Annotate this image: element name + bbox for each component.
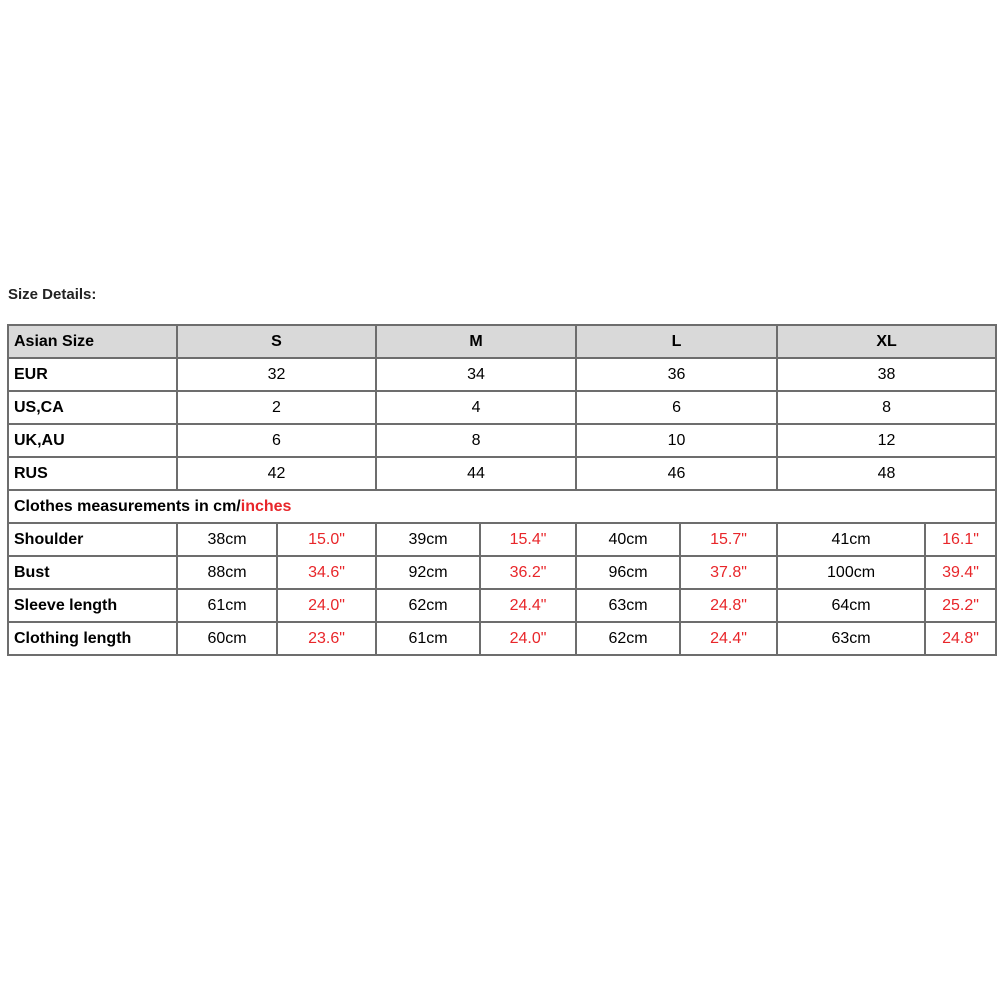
conversion-row-us-ca <box>8 391 996 424</box>
measurements-note <box>8 490 996 523</box>
inch-cell: 24.0" <box>480 622 576 655</box>
measurements-note-prefix: Clothes measurements in cm/ <box>14 497 241 515</box>
inch-cell: 34.6" <box>277 556 376 589</box>
inch-cell: 24.8" <box>680 589 777 622</box>
inch-cell: 24.4" <box>480 589 576 622</box>
inch-cell: 37.8" <box>680 556 777 589</box>
table-cell: 10 <box>576 424 777 457</box>
table-cell: 48 <box>777 457 996 490</box>
cm-cell: 88cm <box>177 556 277 589</box>
cm-cell: 63cm <box>576 589 680 622</box>
row-label: EUR <box>8 358 177 391</box>
size-header-xl: XL <box>777 325 996 358</box>
size-header-l: L <box>576 325 777 358</box>
measurement-row-sleeve-length <box>8 589 996 622</box>
table-cell: 36 <box>576 358 777 391</box>
asian-size-label: Asian Size <box>8 325 177 358</box>
measurement-row-bust <box>8 556 996 589</box>
size-chart-table <box>7 324 997 656</box>
table-cell: 38 <box>777 358 996 391</box>
cm-cell: 63cm <box>777 622 925 655</box>
table-cell: 34 <box>376 358 576 391</box>
table-cell: 4 <box>376 391 576 424</box>
conversion-row-eur <box>8 358 996 391</box>
cm-cell: 61cm <box>177 589 277 622</box>
row-label: US,CA <box>8 391 177 424</box>
size-header-s: S <box>177 325 376 358</box>
row-label: Bust <box>8 556 177 589</box>
table-cell: 6 <box>576 391 777 424</box>
cm-cell: 41cm <box>777 523 925 556</box>
measurements-note-inches: inches <box>240 497 292 515</box>
table-cell: 2 <box>177 391 376 424</box>
measurement-row-clothing-length <box>8 622 996 655</box>
inch-cell: 24.8" <box>925 622 996 655</box>
inch-cell: 23.6" <box>277 622 376 655</box>
table-cell: 32 <box>177 358 376 391</box>
row-label: UK,AU <box>8 424 177 457</box>
conversion-row-rus <box>8 457 996 490</box>
table-cell: 46 <box>576 457 777 490</box>
cm-cell: 62cm <box>376 589 480 622</box>
table-cell: 8 <box>777 391 996 424</box>
size-header-m: M <box>376 325 576 358</box>
cm-cell: 61cm <box>376 622 480 655</box>
inch-cell: 25.2" <box>925 589 996 622</box>
cm-cell: 96cm <box>576 556 680 589</box>
cm-cell: 40cm <box>576 523 680 556</box>
inch-cell: 24.4" <box>680 622 777 655</box>
inch-cell: 36.2" <box>480 556 576 589</box>
cm-cell: 62cm <box>576 622 680 655</box>
inch-cell: 39.4" <box>925 556 996 589</box>
cm-cell: 100cm <box>777 556 925 589</box>
row-label: Sleeve length <box>8 589 177 622</box>
conversion-row-uk-au <box>8 424 996 457</box>
cm-cell: 38cm <box>177 523 277 556</box>
table-cell: 6 <box>177 424 376 457</box>
inch-cell: 24.0" <box>277 589 376 622</box>
inch-cell: 16.1" <box>925 523 996 556</box>
cm-cell: 64cm <box>777 589 925 622</box>
row-label: Clothing length <box>8 622 177 655</box>
inch-cell: 15.4" <box>480 523 576 556</box>
inch-cell: 15.0" <box>277 523 376 556</box>
inch-cell: 15.7" <box>680 523 777 556</box>
table-cell: 42 <box>177 457 376 490</box>
table-cell: 44 <box>376 457 576 490</box>
row-label: Shoulder <box>8 523 177 556</box>
page-title: Size Details: <box>8 286 97 303</box>
table-cell: 12 <box>777 424 996 457</box>
measurements-note-row <box>8 490 996 523</box>
cm-cell: 92cm <box>376 556 480 589</box>
table-cell: 8 <box>376 424 576 457</box>
cm-cell: 60cm <box>177 622 277 655</box>
cm-cell: 39cm <box>376 523 480 556</box>
row-label: RUS <box>8 457 177 490</box>
size-header-row <box>8 325 996 358</box>
measurement-row-shoulder <box>8 523 996 556</box>
